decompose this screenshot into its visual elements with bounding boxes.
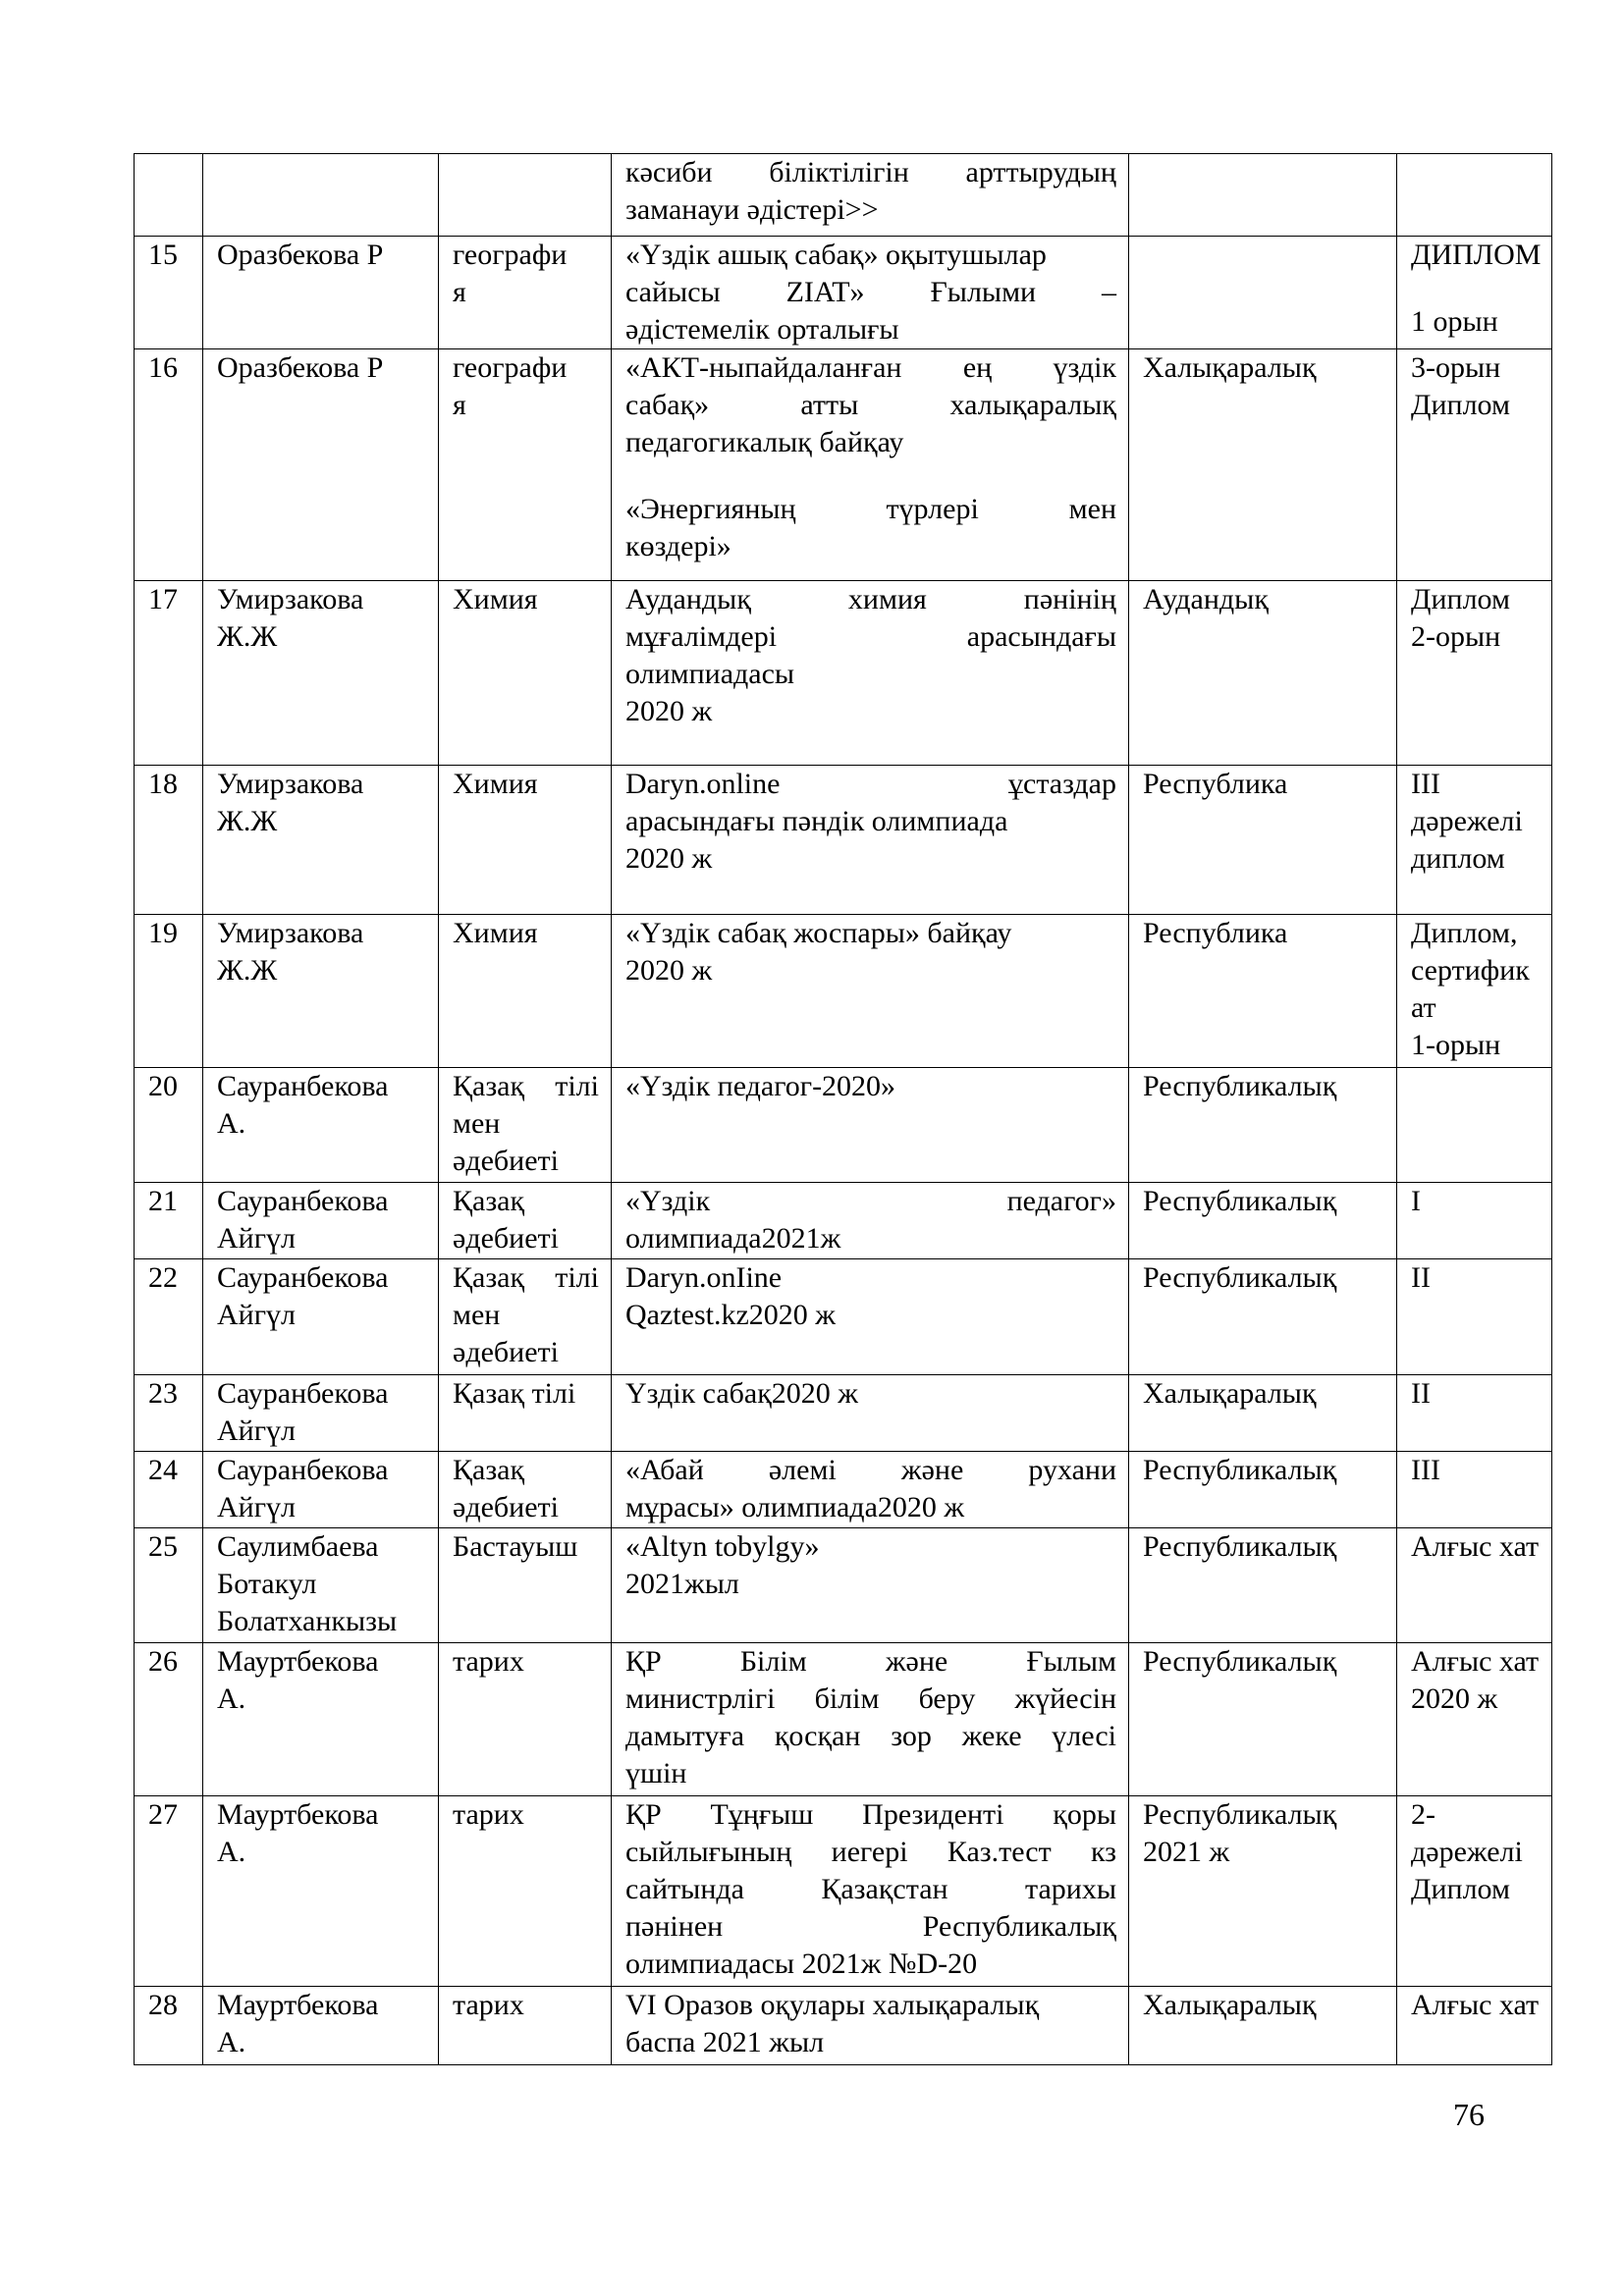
table-row [135, 237, 1552, 349]
cell-teacher-name-line: Умирзакова [217, 768, 364, 800]
cell-level [1129, 766, 1397, 915]
table-row [135, 1259, 1552, 1375]
cell-event [612, 1375, 1129, 1452]
cell-teacher-name-line: Саулимбаева [217, 1530, 379, 1563]
cell-teacher-name-line: Болатханкызы [217, 1605, 398, 1637]
cell-result-line: II [1411, 1377, 1431, 1410]
cell-subject-line: тарих [453, 1798, 524, 1831]
cell-subject-line: Қазақ тілі [453, 1377, 576, 1410]
cell-subject [439, 1183, 612, 1259]
cell-level-line: Республика [1143, 917, 1288, 949]
cell-event-line: «Абай әлемі және рухани [625, 1454, 1116, 1486]
cell-event-line: сабақ» атты халықаралық [625, 389, 1116, 421]
cell-teacher-name-line: Оразбекова Р [217, 239, 384, 271]
cell-result-line: 2-орын [1411, 620, 1501, 653]
cell-event-line: дамытуға қосқан зор жеке үлесі [625, 1720, 1116, 1752]
cell-result [1397, 1375, 1552, 1452]
cell-subject-line: әдебиеті [453, 1336, 559, 1368]
cell-event-line: көздері» [625, 530, 731, 562]
cell-event-line: Daryn.onIine [625, 1261, 783, 1294]
cell-subject-line: әдебиеті [453, 1222, 559, 1255]
cell-event-line: әдістемелік орталығы [625, 313, 899, 346]
cell-level [1129, 581, 1397, 766]
cell-event-line: 2020 ж [625, 695, 713, 727]
cell-teacher-name [203, 1528, 439, 1643]
cell-level-line: Республикалық [1143, 1185, 1337, 1217]
cell-result-line: дәрежелі [1411, 1836, 1523, 1868]
cell-result-line: 2020 ж [1411, 1682, 1498, 1715]
cell-teacher-name-line: Сауранбекова [217, 1454, 389, 1486]
cell-subject [439, 1643, 612, 1796]
cell-number: 15 [135, 237, 203, 349]
awards-table-body [135, 154, 1552, 2065]
cell-result-line: ат [1411, 991, 1436, 1024]
cell-teacher-name [203, 1068, 439, 1183]
cell-result [1397, 1259, 1552, 1375]
cell-number: 16 [135, 349, 203, 581]
cell-subject [439, 349, 612, 581]
cell-number: 21 [135, 1183, 203, 1259]
cell-teacher-name [203, 915, 439, 1068]
cell-event [612, 349, 1129, 581]
cell-result-line: Алғыс хат [1411, 1530, 1540, 1563]
cell-event-line: олимпиадасы [625, 658, 795, 690]
cell-level-line: Халықаралық [1143, 351, 1317, 384]
cell-teacher-name-line: А. [217, 1107, 246, 1140]
cell-result-line: сертифик [1411, 954, 1530, 987]
cell-level [1129, 1452, 1397, 1528]
cell-teacher-name-line: А. [217, 2026, 246, 2058]
cell-event-line: олимпиада2021ж [625, 1222, 841, 1255]
cell-level-line: Республикалық [1143, 1070, 1337, 1102]
cell-event-line: ҚР Тұңғыш Президенті қоры [625, 1798, 1116, 1831]
cell-event-line: арасындағы пәндік олимпиада [625, 805, 1008, 837]
cell-event-line: үшін [625, 1757, 687, 1789]
cell-level-line: Халықаралық [1143, 1989, 1317, 2021]
cell-level-line: Аудандық [1143, 583, 1269, 615]
cell-event-line: мұғалімдері арасындағы [625, 620, 1116, 653]
cell-subject-line: Қазақ тілі [453, 1261, 599, 1294]
cell-subject-line: географи [453, 239, 568, 271]
cell-teacher-name-line: Айгүл [217, 1222, 296, 1255]
cell-subject-line: географи [453, 351, 568, 384]
cell-level-line: Республикалық [1143, 1798, 1337, 1831]
cell-result-line: I [1411, 1185, 1421, 1217]
cell-teacher-name-line: Ж.Ж [217, 805, 278, 837]
cell-level [1129, 154, 1397, 237]
cell-teacher-name [203, 581, 439, 766]
cell-teacher-name [203, 766, 439, 915]
cell-result-line: Диплом [1411, 389, 1510, 421]
cell-number: 26 [135, 1643, 203, 1796]
cell-level-line: Республикалық [1143, 1261, 1337, 1294]
cell-result [1397, 581, 1552, 766]
cell-event [612, 237, 1129, 349]
table-row [135, 154, 1552, 237]
cell-event [612, 1183, 1129, 1259]
cell-result-line: Диплом, [1411, 917, 1518, 949]
cell-result-line: 2- [1411, 1798, 1435, 1831]
cell-event [612, 1987, 1129, 2065]
cell-event-line: кәсиби біліктілігін арттырудың [625, 156, 1116, 188]
cell-result-line: 1 орын [1411, 305, 1498, 338]
table-row [135, 1183, 1552, 1259]
cell-level [1129, 237, 1397, 349]
cell-subject-line: Химия [453, 917, 538, 949]
cell-number: 24 [135, 1452, 203, 1528]
cell-event-line: «АКТ-ныпайдаланған ең үздік [625, 351, 1116, 384]
cell-event [612, 1259, 1129, 1375]
cell-number: 18 [135, 766, 203, 915]
cell-teacher-name-line: Умирзакова [217, 583, 364, 615]
cell-level-line: Республика [1143, 768, 1288, 800]
cell-event [612, 581, 1129, 766]
cell-result-line: II [1411, 1261, 1431, 1294]
cell-event-line: «Үздік ашық сабақ» оқытушылар [625, 239, 1047, 271]
table-row [135, 1375, 1552, 1452]
cell-event [612, 1528, 1129, 1643]
cell-level-line: Республикалық [1143, 1454, 1337, 1486]
cell-subject [439, 1068, 612, 1183]
cell-event-line: «Үздік сабақ жоспары» байқау [625, 917, 1012, 949]
table-row [135, 1643, 1552, 1796]
cell-result-line: III [1411, 1454, 1440, 1486]
paragraph-gap [625, 461, 1116, 491]
cell-result-line: Алғыс хат [1411, 1989, 1540, 2021]
cell-result [1397, 349, 1552, 581]
cell-event-line: мұрасы» олимпиада2020 ж [625, 1491, 965, 1523]
cell-teacher-name-line: Сауранбекова [217, 1261, 389, 1294]
cell-event-line: Үздік сабақ2020 ж [625, 1377, 859, 1410]
cell-subject [439, 1528, 612, 1643]
page-number: 76 [1453, 2097, 1485, 2132]
cell-event-line: «Энергияның түрлері мен [625, 493, 1116, 525]
cell-teacher-name [203, 349, 439, 581]
cell-teacher-name-line: Сауранбекова [217, 1185, 389, 1217]
cell-event-line: сыйлығының иегері Каз.тест кз [625, 1836, 1116, 1868]
cell-event-line: «Үздік педагог» [625, 1185, 1116, 1217]
cell-subject [439, 1987, 612, 2065]
cell-subject-line: я [453, 389, 466, 421]
cell-teacher-name-line: Умирзакова [217, 917, 364, 949]
cell-level [1129, 1068, 1397, 1183]
cell-subject [439, 581, 612, 766]
cell-result [1397, 1987, 1552, 2065]
cell-teacher-name-line: Ж.Ж [217, 620, 278, 653]
cell-number: 27 [135, 1796, 203, 1987]
cell-event-line: сайтында Қазақстан тарихы [625, 1873, 1116, 1905]
cell-result-line: Алғыс хат [1411, 1645, 1540, 1678]
cell-event [612, 915, 1129, 1068]
cell-teacher-name-line: Ботакул [217, 1568, 317, 1600]
cell-result-line: диплом [1411, 842, 1505, 875]
cell-subject-line: әдебиеті [453, 1145, 559, 1177]
cell-result-line: 1-орын [1411, 1029, 1501, 1061]
cell-subject [439, 1796, 612, 1987]
cell-event-line: «Үздік педагог-2020» [625, 1070, 896, 1102]
table-row [135, 581, 1552, 766]
cell-subject [439, 766, 612, 915]
cell-number: 23 [135, 1375, 203, 1452]
cell-result [1397, 1643, 1552, 1796]
cell-event-line: пәнінен Республикалық [625, 1910, 1116, 1943]
cell-event-line: ҚР Білім және Ғылым [625, 1645, 1116, 1678]
table-row [135, 349, 1552, 581]
cell-level [1129, 1987, 1397, 2065]
cell-teacher-name-line: Сауранбекова [217, 1377, 389, 1410]
cell-event-line: Daryn.online ұстаздар [625, 768, 1116, 800]
table-row [135, 1452, 1552, 1528]
cell-event [612, 1796, 1129, 1987]
cell-teacher-name-line: А. [217, 1836, 246, 1868]
cell-result [1397, 766, 1552, 915]
cell-level-line: Халықаралық [1143, 1377, 1317, 1410]
cell-event-line: олимпиадасы 2021ж №D-20 [625, 1948, 978, 1980]
cell-level [1129, 915, 1397, 1068]
cell-result [1397, 1068, 1552, 1183]
cell-result [1397, 1528, 1552, 1643]
cell-event-line: Аудандық химия пәнінің [625, 583, 1116, 615]
cell-number [135, 154, 203, 237]
cell-number: 17 [135, 581, 203, 766]
cell-result-line: Диплом [1411, 1873, 1510, 1905]
cell-level [1129, 349, 1397, 581]
cell-event-line: заманауи әдістері>> [625, 193, 879, 226]
cell-subject [439, 237, 612, 349]
cell-result-line: 3-орын [1411, 351, 1501, 384]
cell-subject-line: Химия [453, 583, 538, 615]
cell-result [1397, 154, 1552, 237]
cell-event [612, 1068, 1129, 1183]
cell-teacher-name [203, 1643, 439, 1796]
cell-subject-line: Бастауыш [453, 1530, 578, 1563]
cell-teacher-name [203, 1259, 439, 1375]
cell-teacher-name-line: Оразбекова Р [217, 351, 384, 384]
cell-teacher-name [203, 1183, 439, 1259]
table-row [135, 1796, 1552, 1987]
cell-event [612, 1452, 1129, 1528]
cell-teacher-name-line: Сауранбекова [217, 1070, 389, 1102]
cell-teacher-name [203, 1987, 439, 2065]
cell-number: 19 [135, 915, 203, 1068]
table-row [135, 915, 1552, 1068]
cell-level [1129, 1796, 1397, 1987]
cell-level [1129, 1528, 1397, 1643]
table-row [135, 1528, 1552, 1643]
cell-event-line: 2020 ж [625, 954, 713, 987]
cell-teacher-name-line: Айгүл [217, 1299, 296, 1331]
paragraph-gap [1411, 274, 1540, 303]
cell-subject-line: мен [453, 1299, 501, 1331]
cell-teacher-name-line: Айгүл [217, 1491, 296, 1523]
cell-number: 28 [135, 1987, 203, 2065]
cell-result-line: Диплом [1411, 583, 1510, 615]
cell-event-line: баспа 2021 жыл [625, 2026, 825, 2058]
cell-event [612, 1643, 1129, 1796]
cell-subject [439, 915, 612, 1068]
cell-subject [439, 1375, 612, 1452]
cell-result-line: дәрежелі [1411, 805, 1523, 837]
cell-event [612, 154, 1129, 237]
cell-level-line: 2021 ж [1143, 1836, 1230, 1868]
cell-result [1397, 1452, 1552, 1528]
cell-subject [439, 1452, 612, 1528]
cell-number: 25 [135, 1528, 203, 1643]
cell-result [1397, 915, 1552, 1068]
cell-subject-line: Қазақ [453, 1185, 525, 1217]
cell-number: 20 [135, 1068, 203, 1183]
cell-teacher-name-line: А. [217, 1682, 246, 1715]
cell-teacher-name [203, 1375, 439, 1452]
cell-event-line: министрлігі білім беру жүйесін [625, 1682, 1116, 1715]
cell-event [612, 766, 1129, 915]
table-row [135, 1987, 1552, 2065]
cell-event-line: «Altyn tobylgy» [625, 1530, 820, 1563]
cell-teacher-name-line: Мауртбекова [217, 1989, 379, 2021]
cell-event-line: сайысы ZIAT» Ғылыми – [625, 276, 1116, 308]
table-row [135, 766, 1552, 915]
cell-teacher-name-line: Ж.Ж [217, 954, 278, 987]
cell-level [1129, 1643, 1397, 1796]
cell-teacher-name [203, 1796, 439, 1987]
cell-event-line: VI Оразов оқулары халықаралық [625, 1989, 1040, 2021]
cell-teacher-name-line: Мауртбекова [217, 1645, 379, 1678]
cell-event-line: 2021жыл [625, 1568, 739, 1600]
cell-teacher-name [203, 1452, 439, 1528]
cell-result [1397, 1183, 1552, 1259]
cell-teacher-name-line: Айгүл [217, 1415, 296, 1447]
cell-event-line: Qaztest.kz2020 ж [625, 1299, 836, 1331]
cell-subject [439, 1259, 612, 1375]
cell-level [1129, 1375, 1397, 1452]
cell-result-line: ДИПЛОМ [1411, 239, 1542, 271]
awards-table [134, 153, 1552, 2065]
cell-level-line: Республикалық [1143, 1645, 1337, 1678]
cell-event-line: 2020 ж [625, 842, 713, 875]
table-row [135, 1068, 1552, 1183]
cell-subject-line: я [453, 276, 466, 308]
cell-subject-line: Химия [453, 768, 538, 800]
cell-level [1129, 1259, 1397, 1375]
cell-result-line: III [1411, 768, 1440, 800]
cell-result [1397, 1796, 1552, 1987]
cell-level-line: Республикалық [1143, 1530, 1337, 1563]
cell-teacher-name [203, 154, 439, 237]
cell-result [1397, 237, 1552, 349]
cell-teacher-name [203, 237, 439, 349]
cell-subject-line: мен [453, 1107, 501, 1140]
cell-teacher-name-line: Мауртбекова [217, 1798, 379, 1831]
cell-subject-line: тарих [453, 1645, 524, 1678]
cell-subject-line: тарих [453, 1989, 524, 2021]
cell-subject [439, 154, 612, 237]
cell-number: 22 [135, 1259, 203, 1375]
cell-event-line: педагогикалық байқау [625, 426, 904, 458]
cell-level [1129, 1183, 1397, 1259]
cell-subject-line: әдебиеті [453, 1491, 559, 1523]
cell-subject-line: Қазақ тілі [453, 1070, 599, 1102]
cell-subject-line: Қазақ [453, 1454, 525, 1486]
